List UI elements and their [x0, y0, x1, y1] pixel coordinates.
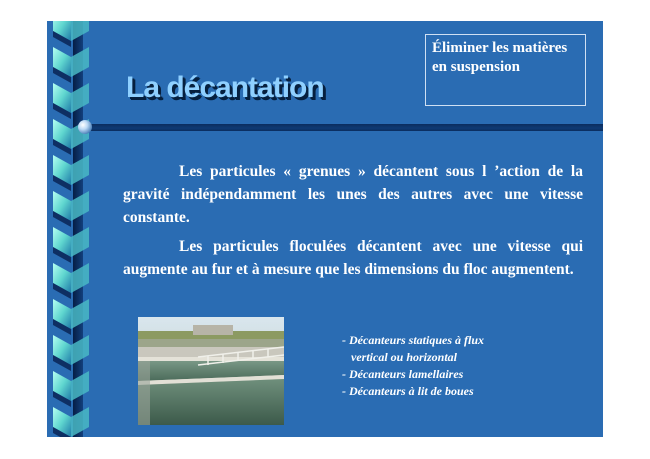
list-item: - Décanteurs lamellaires	[342, 367, 464, 381]
list-item: - Décanteurs à lit de boues	[342, 384, 474, 398]
slide-title: La décantation	[126, 71, 324, 104]
title-underline	[85, 124, 603, 131]
paragraph-floculees: Les particules floculées décantent avec une vitesse qui augmente au fur et à mesure que les dimensions du floc augmentent.	[123, 238, 583, 278]
subtitle-box: Éliminer les matières en suspension	[425, 34, 586, 106]
glossy-bullet-icon	[78, 120, 92, 134]
list-item: vertical ou horizontal	[342, 350, 458, 364]
decanter-types-list	[342, 332, 484, 400]
paragraph-grenues: Les particules « grenues » décantent sous l ’action de la gravité indépendamment les unes des autres avec une vitesse constante.	[123, 163, 583, 226]
slide	[47, 21, 603, 437]
list-item: - Décanteurs statiques à flux	[342, 333, 485, 347]
ribbon-decoration	[47, 21, 95, 437]
settling-basin-photo	[138, 317, 284, 425]
